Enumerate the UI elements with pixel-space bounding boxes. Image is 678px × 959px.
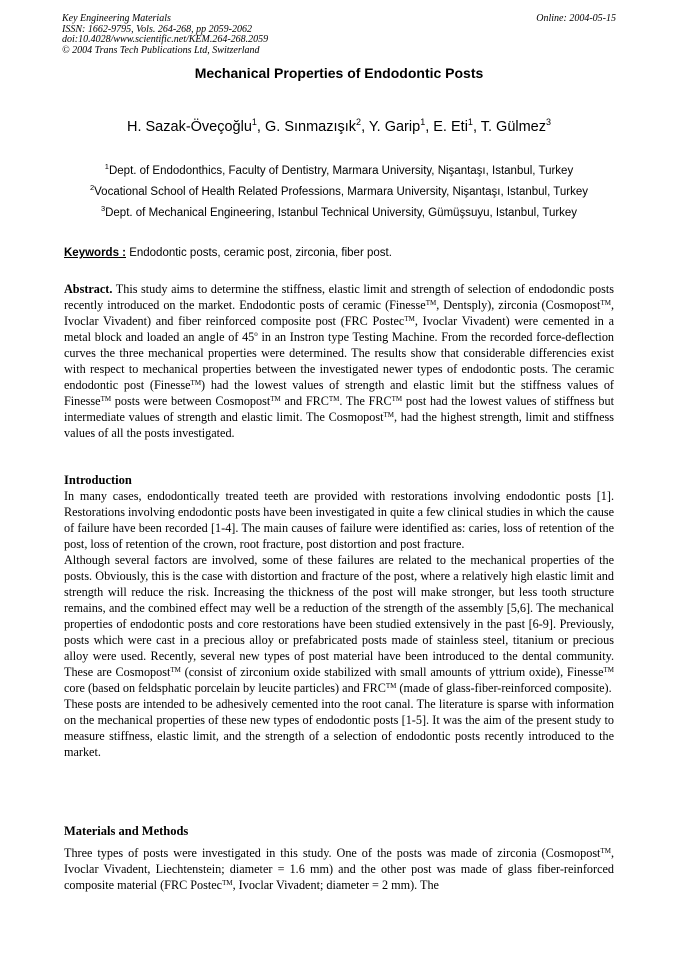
- methods-heading: Materials and Methods: [64, 824, 189, 838]
- methods-body: Three types of posts were investigated in this study. One of the posts was made of zirconia (Cosmopost™, Ivoclar Vivadent, Liechtenstein; diameter = 1.6 mm) and the other post was made of glass fiber-reinforced composite material (FRC Postec™, Ivoclar Vivadent; diameter = 2 mm). The: [64, 846, 614, 892]
- keywords-label: Keywords: [64, 247, 119, 259]
- affiliation-2: $^2$Vocational School of Health Related Professions, Marmara University, Nişantaşı, Istanbul, Turkey: [89, 183, 589, 198]
- abstract-label: Abstract.: [64, 282, 113, 296]
- introduction-body: [64, 488, 614, 760]
- online-date: Online: 2004-05-15: [536, 13, 616, 24]
- intro-paragraph: Although several factors are involved, some of these failures are related to the mechanical properties of the posts. Obviously, this is the case with distortion and fracture of the post, where a relatively high elastic limit and strength will reduce the risk. Increasing the thickness of the post will make stronger, but less tooth structure remains, and the combined effect may well be a reduction of the strength of the assembly [5,6]. The mechanical properties of endodontic posts and core restorations have been studied extensively in the past [6-9]. Previously, posts which were cast in a precious alloy or prefabricated posts made of stainless steel, titanium or precious alloy were used. Recently, several new types of post material have been introduced to the dental community. These are Cosmopost™ (consist of zirconium oxide stabilized with small amounts of yttrium oxide), Finesse™ core (based on feldsphatic porcelain by leucite particles) and FRC™ (made of glass-fiber-reinforced composite).: [64, 553, 614, 695]
- copyright-line: © 2004 Trans Tech Publications Ltd, Switzerland: [62, 44, 260, 56]
- intro-paragraph: These posts are intended to be adhesively cemented into the root canal. The literature is sparse with information on the mechanical properties of these new types of endodontic posts [1-5]. It was the aim of the present study to measure stiffness, elastic limit, and the strength of a selection of endodontic posts recently introduced to the market.: [64, 697, 614, 759]
- author: H. Sazak-Öveçoğlu$^1$,: [126, 117, 265, 135]
- author: T. Gülmez$^3$: [480, 117, 552, 135]
- journal-name: Key Engineering Materials: [62, 13, 171, 24]
- intro-paragraph: In many cases, endodontically treated teeth are provided with restorations involving endodontic posts [1]. Restorations involving endodontic posts have been investigated in quite a few clinical studies in which the cause of failure have been recorded [1-4]. The main causes of failure were identified as: caries, loss of retention of the post, loss of retention of the crown, root fracture, post distortion and post fracture.: [64, 489, 614, 551]
- keywords: Keywords : Endodontic posts, ceramic post, zirconia, fiber post.: [64, 247, 392, 259]
- author-list: [0, 117, 678, 135]
- introduction-heading: Introduction: [64, 473, 132, 487]
- keywords-text: Endodontic posts, ceramic post, zirconia, fiber post.: [126, 247, 392, 259]
- affiliation-3: $^3$Dept. of Mechanical Engineering, Istanbul Technical University, Gümüşsuyu, Istanbul, Turkey: [100, 204, 578, 219]
- issn-line: ISSN: 1662-9795, Vols. 264-268, pp 2059-2062: [62, 23, 252, 35]
- doi-line: doi:10.4028/www.scientific.net/KEM.264-268.2059: [62, 34, 269, 45]
- paper-title: Mechanical Properties of Endodontic Posts: [194, 65, 484, 81]
- journal-header: [62, 14, 616, 56]
- abstract: Abstract. This study aims to determine the stiffness, elastic limit and strength of selection of endodondic posts recently introduced on the market. Endodontic posts of ceramic (Finesse™, Dentsply), zirconia (Cosmopost™, Ivoclar Vivadent) and fiber reinforced composite post (FRC Postec™, Ivoclar Vivadent) were cemented in a metal block and loaded an angle of 45$^o$ in an Instron type Testing Machine. From the recorded force-deflection curves the three mechanical properties were determined. The results show that considerable differencies exist with respect to mechanical properties between the investigated newer types of endodontic posts. The ceramic endodontic post (Finesse™) had the lowest values of strength and elastic limit but the stiffness values of Finesse™ posts were between Cosmopost™ and FRC™. The FRC™ post had the lowest values of stiffness but intermediate values of strength and elastic limit. The Cosmopost™, had the highest strength, limit and stiffness values of all the posts investigated.: [64, 282, 615, 440]
- author: G. Sınmazışık$^2$,: [264, 117, 369, 135]
- affiliation-1: $^1$Dept. of Endodonthics, Faculty of Dentistry, Marmara University, Nişantaşı, Istanbul, Turkey: [104, 162, 574, 177]
- author: E. Eti$^1$,: [433, 117, 481, 135]
- author: Y. Garip$^1$,: [368, 117, 434, 135]
